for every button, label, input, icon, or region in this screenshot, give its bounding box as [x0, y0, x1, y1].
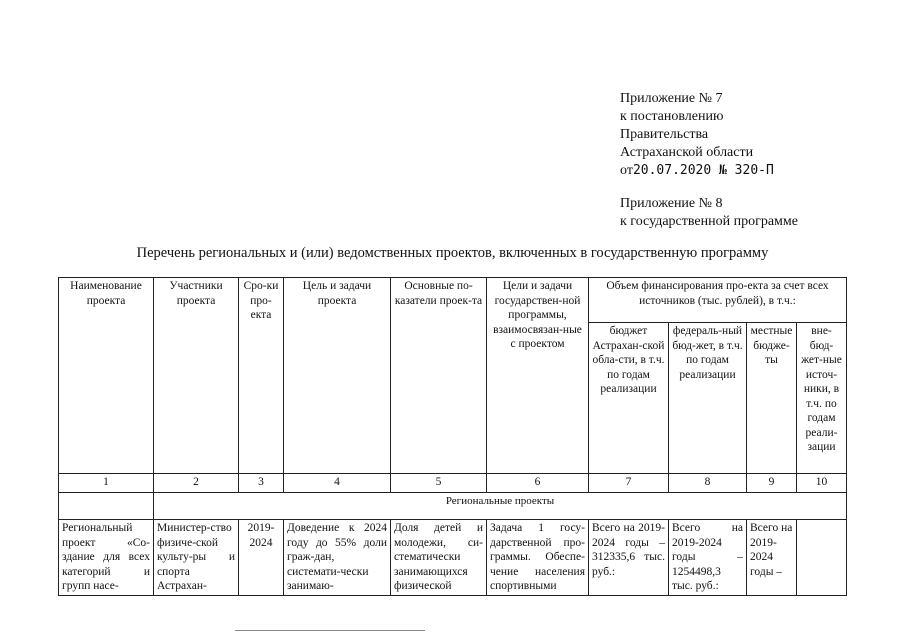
bottom-divider: [235, 630, 425, 631]
appendix-8-label: Приложение № 8: [620, 196, 723, 211]
column-number: 7: [589, 474, 669, 493]
cell-regional-budget: Всего на 2019-2024 годы – 312335,6 тыс. руб.:: [589, 520, 669, 596]
table-row: [59, 520, 847, 596]
header-line-region: Астраханской области: [620, 145, 754, 160]
header-row-1: [59, 278, 847, 323]
column-number: 4: [284, 474, 391, 493]
col-header-terms: Сро-ки про-екта: [239, 278, 284, 474]
cell-goal: Доведение к 2024 году до 55% доли граж-дан, системати-чески занимаю-: [284, 520, 391, 596]
section-label-regional-projects: Региональные проекты: [154, 493, 847, 520]
col-header-extrabudgetary: вне-бюд-жет-ные источ-ники, в т.ч. по годам реали-зации: [797, 323, 847, 474]
header-line-date: [620, 162, 774, 180]
cell-participants: Министер-ство физиче-ской культу-ры и спорта Астрахан-: [154, 520, 239, 596]
column-numbers-row: [59, 474, 847, 493]
date-prefix: от: [620, 163, 633, 178]
appendix-7-label: Приложение № 7: [620, 91, 723, 106]
column-number: 9: [747, 474, 797, 493]
cell-indicators: Доля детей и молодежи, си-стематически занимающихся физической: [391, 520, 487, 596]
cell-terms: 2019-2024: [239, 520, 284, 596]
col-header-indicators: Основные по-казатели проек-та: [391, 278, 487, 474]
col-header-participants: Участники проекта: [154, 278, 239, 474]
cell-project-name: Региональный проект «Со-здание для всех категорий и групп насе-: [59, 520, 154, 596]
col-header-local-budgets: местные бюдже-ты: [747, 323, 797, 474]
appendix-8-block: [620, 195, 798, 231]
header-line-decree: к постановлению: [620, 109, 724, 124]
column-number: 10: [797, 474, 847, 493]
section-left-cell: [59, 493, 154, 520]
col-header-federal-budget: федераль-ный бюд-жет, в т.ч. по годам реализации: [669, 323, 747, 474]
col-header-program-goals: Цели и задачи государствен-ной программы, взаимосвязан-ные с проектом: [487, 278, 589, 474]
cell-federal-budget: Всего на 2019-2024 годы – 1254498,3 тыс. руб.:: [669, 520, 747, 596]
page-title: Перечень региональных и (или) ведомственных проектов, включенных в государственную программу: [136, 245, 769, 261]
date-number: 20.07.2020 № 320-П: [632, 163, 774, 178]
column-number: 6: [487, 474, 589, 493]
header-line-government: Правительства: [620, 127, 709, 142]
section-row: [59, 493, 847, 520]
header-line-program: к государственной программе: [620, 214, 798, 229]
column-number: 1: [59, 474, 154, 493]
document-header: [620, 90, 774, 180]
column-number: 3: [239, 474, 284, 493]
column-number: 2: [154, 474, 239, 493]
col-header-regional-budget: бюджет Астрахан-ской обла-сти, в т.ч. по годам реализации: [589, 323, 669, 474]
cell-program-goals: Задача 1 госу-дарственной про-граммы. Обеспе-чение населения спортивными: [487, 520, 589, 596]
column-number: 5: [391, 474, 487, 493]
col-header-goal: Цель и задачи проекта: [284, 278, 391, 474]
cell-local-budgets: Всего на 2019-2024 годы –: [747, 520, 797, 596]
cell-extrabudgetary: [797, 520, 847, 596]
column-number: 8: [669, 474, 747, 493]
projects-table: [58, 277, 847, 596]
col-header-name: Наименование проекта: [59, 278, 154, 474]
col-header-funding: Объем финансирования про-екта за счет всех источников (тыс. рублей), в т.ч.:: [589, 278, 847, 323]
